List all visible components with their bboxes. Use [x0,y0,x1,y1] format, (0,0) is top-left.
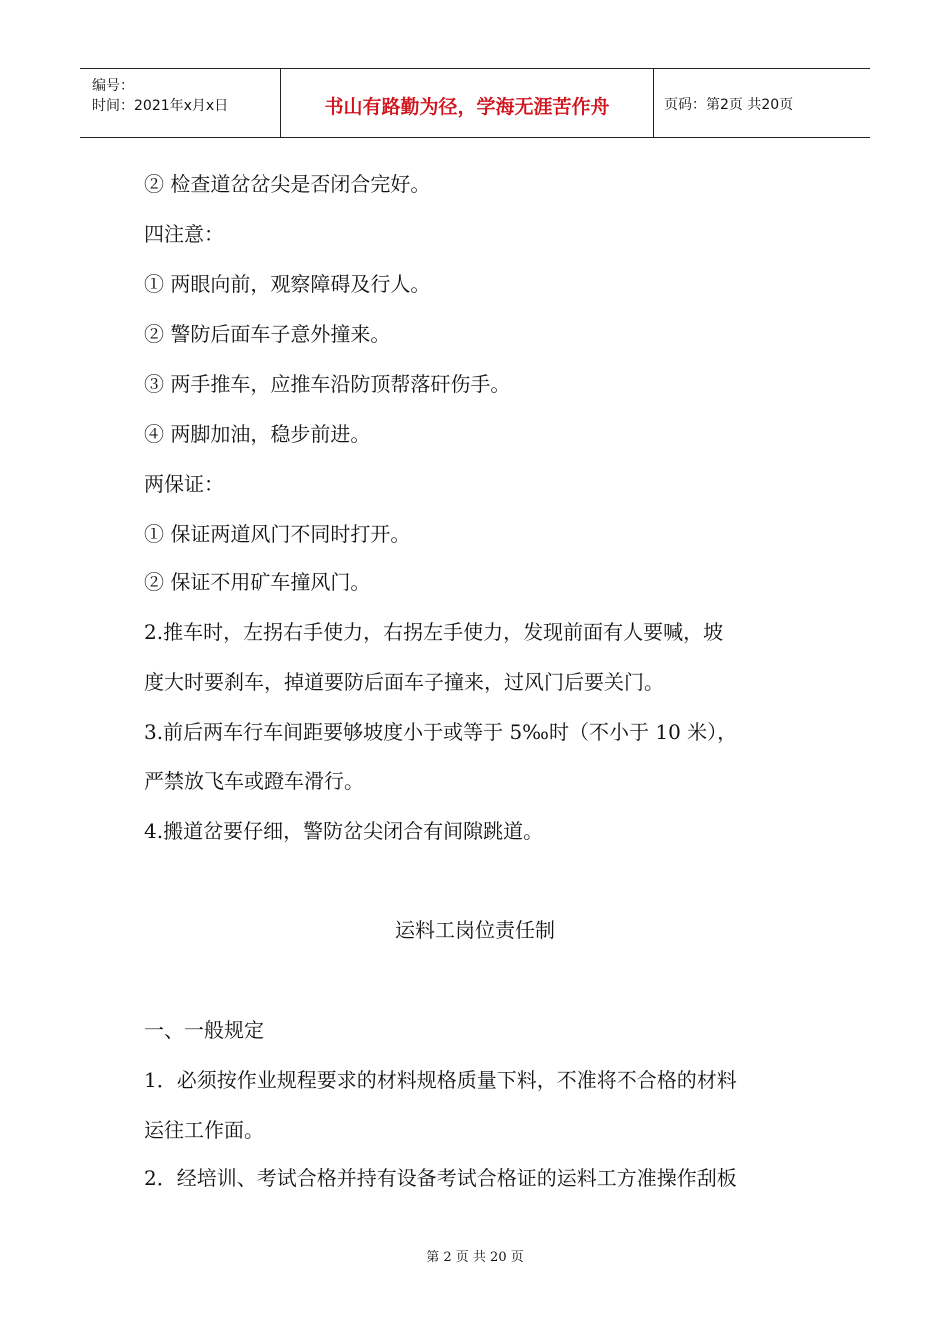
body-line: 四注意： [144,222,224,246]
header-page-info: 页码：第2页 共20页 [664,97,794,113]
body-line: ① 两眼向前，观察障碍及行人。 [144,272,431,296]
section-line: 1．必须按作业规程要求的材料规格质量下料，不准将不合格的材料 [144,1068,737,1092]
header-left-cell [80,69,281,137]
section-line: 运往工作面。 [144,1118,264,1142]
body-line: 2.推车时，左拐右手使力，右拐左手使力，发现前面有人要喊，坡 [144,620,724,644]
body-line: ④ 两脚加油，稳步前进。 [144,422,371,446]
document-date-label: 时间：2021年x月x日 [92,98,229,114]
body-line: ③ 两手推车，应推车沿防顶帮落矸伤手。 [144,372,511,396]
header-right-cell [654,69,870,137]
section-line: 2．经培训、考试合格并持有设备考试合格证的运料工方准操作刮板 [144,1166,737,1190]
body-line: ② 保证不用矿车撞风门。 [144,570,371,594]
body-line: ① 保证两道风门不同时打开。 [144,522,411,546]
body-line: 度大时要刹车，掉道要防后面车子撞来，过风门后要关门。 [144,670,664,694]
document-number-label: 编号： [92,78,134,94]
body-line: ② 警防后面车子意外撞来。 [144,322,391,346]
section-line: 一、一般规定 [144,1018,264,1042]
body-line: 两保证： [144,472,224,496]
section-title: 运料工岗位责任制 [395,918,555,942]
page-header [80,68,870,138]
header-motto: 书山有路勤为径，学海无涯苦作舟 [324,96,610,118]
body-line: 严禁放飞车或蹬车滑行。 [144,769,364,793]
body-line: 3.前后两车行车间距要够坡度小于或等于 5‰时（不小于 10 米）， [144,720,738,744]
body-line: 4.搬道岔要仔细，警防岔尖闭合有间隙跳道。 [144,819,544,843]
header-middle-cell [281,69,654,137]
body-line: ② 检查道岔岔尖是否闭合完好。 [144,172,431,196]
page-footer: 第 2 页 共 20 页 [426,1250,524,1265]
